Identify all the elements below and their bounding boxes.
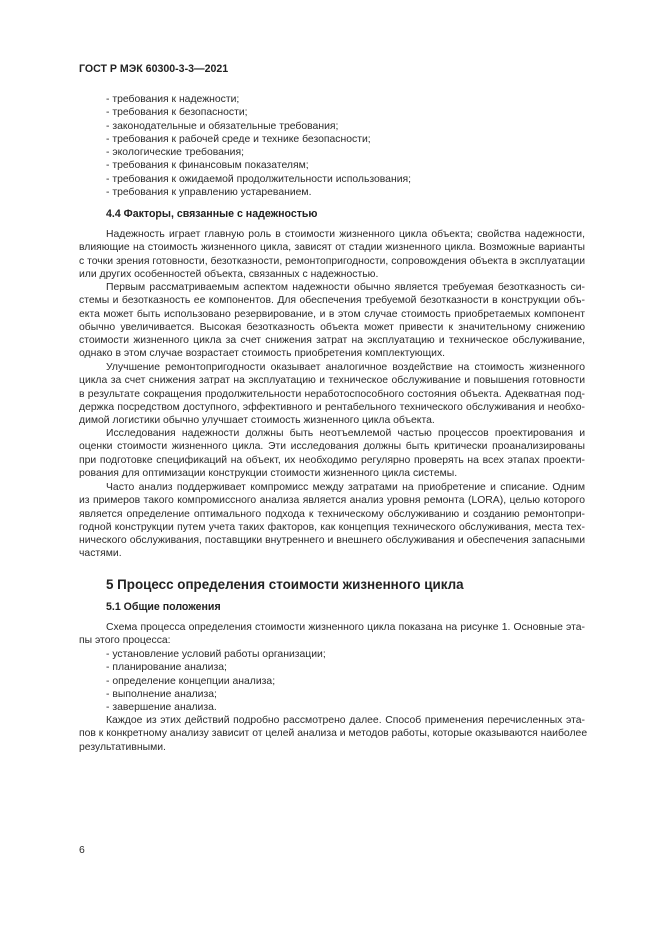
page-number: 6 — [79, 845, 85, 856]
paragraph — [79, 281, 585, 361]
text-line: Схема процесса определения стоимости жизненного цикла показана на рисунке 1. Основные эта- — [106, 622, 585, 633]
text-line: в результате сокращения продолжительности неработоспособного состояния объекта. Адекватная под- — [79, 388, 585, 400]
list-item: - установление условий работы организации; — [106, 649, 326, 660]
list-item: - законодательные и обязательные требования; — [106, 120, 339, 132]
text-line: стоимости жизненного цикла за счет снижения затрат на эксплуатацию и техническое обслуживание, — [79, 335, 585, 347]
text-line: однако в этом случае возрастает стоимость приобретения комплектующих. — [79, 348, 446, 360]
list-item: - требования к безопасности; — [106, 107, 248, 119]
text-line: пы этого процесса: — [79, 635, 171, 647]
document-header: ГОСТ Р МЭК 60300-3-3—2021 — [79, 63, 229, 75]
paragraph — [79, 228, 585, 281]
list-item: - выполнение анализа; — [106, 688, 217, 700]
list-item: - требования к финансовым показателям; — [106, 160, 309, 172]
section-4-4-heading: 4.4 Факторы, связанные с надежностью — [106, 208, 318, 220]
list-item: - требования к надежности; — [106, 94, 240, 105]
text-line: при подготовке спецификаций на объект, их необходимо регулярно проверять на всех этапах проекти- — [79, 454, 585, 466]
section-5-1-heading: 5.1 Общие положения — [106, 601, 221, 613]
list-item: - экологические требования; — [106, 147, 244, 159]
list-item: - определение концепции анализа; — [106, 675, 276, 687]
text-line: является определение оптимального подхода к техническому обслуживанию и созданию ремонтопри- — [79, 508, 585, 520]
text-line: годной конструкции путем учета таких факторов, как концепция технического обслуживания, места тех- — [79, 521, 585, 533]
text-line: Каждое из этих действий подробно рассмотрено далее. Способ применения перечисленных эта- — [106, 715, 585, 726]
text-line: Часто анализ поддерживает компромисс между затратами на приобретение и списание. Одним — [106, 482, 585, 493]
text-line: влияющие на стоимость жизненного цикла, зависят от стадии жизненного цикла. Возможные варианты — [79, 242, 585, 254]
list-item: - планирование анализа; — [106, 662, 227, 674]
list-item: - завершение анализа. — [106, 702, 217, 714]
text-line: частями. — [79, 548, 122, 560]
text-line: или других особенностей объекта, связанных с надежностью. — [79, 268, 379, 280]
text-line: димой логистики обычно улучшает стоимость жизненного цикла объекта. — [79, 415, 435, 427]
text-line: Надежность играет главную роль в стоимости жизненного цикла объекта; свойства надежности, — [106, 229, 585, 240]
text-line: держка посредством доступного, эффективного и рентабельного технического обслуживания и необхо- — [79, 401, 585, 413]
process-stages-list — [79, 648, 585, 714]
text-line: цикла за счет снижения затрат на эксплуатацию и техническое обслуживание и повышения готовности — [79, 375, 585, 387]
paragraph — [79, 427, 585, 480]
paragraph — [79, 714, 588, 754]
text-line: Исследования надежности должны быть неотъемлемой частью процессов проектирования и — [106, 428, 585, 439]
text-line: рования для оптимизации конструкции стоимости жизненного цикла системы. — [79, 467, 458, 479]
text-line: результативными. — [79, 741, 166, 753]
text-line: нического обслуживания, поставщики внутреннего и внешнего обслуживания и обеспечения запасными — [79, 535, 585, 547]
text-line: стемы и безотказность ее компонентов. Для обеспечения требуемой безотказности в конструкции объ- — [79, 295, 585, 307]
text-line: с точки зрения готовности, безотказности, ремонтопригодности, сопровождения объекта в эксплуатации — [79, 255, 585, 267]
section-5-heading: 5 Процесс определения стоимости жизненного цикла — [106, 577, 464, 592]
text-line: оценки стоимости жизненного цикла. Эти исследования должны быть критически проанализированы — [79, 441, 585, 453]
text-line: из примеров такого компромиссного анализа является анализ уровня ремонта (LORA), целью которого — [79, 495, 585, 507]
text-line: пов к конкретному анализу зависит от целей анализа и методов работы, которые оказываются наиболее — [79, 728, 588, 740]
text-line: обычно увеличивается. Высокая безотказность объекта может привести к значительному снижению — [79, 321, 585, 333]
requirements-list — [79, 93, 585, 199]
text-line: Первым рассматриваемым аспектом надежности обычно является требуемая безотказность си- — [106, 282, 585, 293]
paragraph — [79, 481, 585, 561]
text-line: екта может быть использовано резервирование, и в этом случае стоимость приобретаемых компонент — [79, 308, 585, 320]
list-item: - требования к рабочей среде и технике безопасности; — [106, 133, 371, 145]
paragraph — [79, 361, 585, 427]
text-line: Улучшение ремонтопригодности оказывает аналогичное воздействие на стоимость жизненного — [106, 362, 585, 373]
list-item: - требования к управлению устареванием. — [106, 187, 312, 199]
paragraph — [79, 621, 585, 648]
list-item: - требования к ожидаемой продолжительности использования; — [106, 173, 412, 185]
